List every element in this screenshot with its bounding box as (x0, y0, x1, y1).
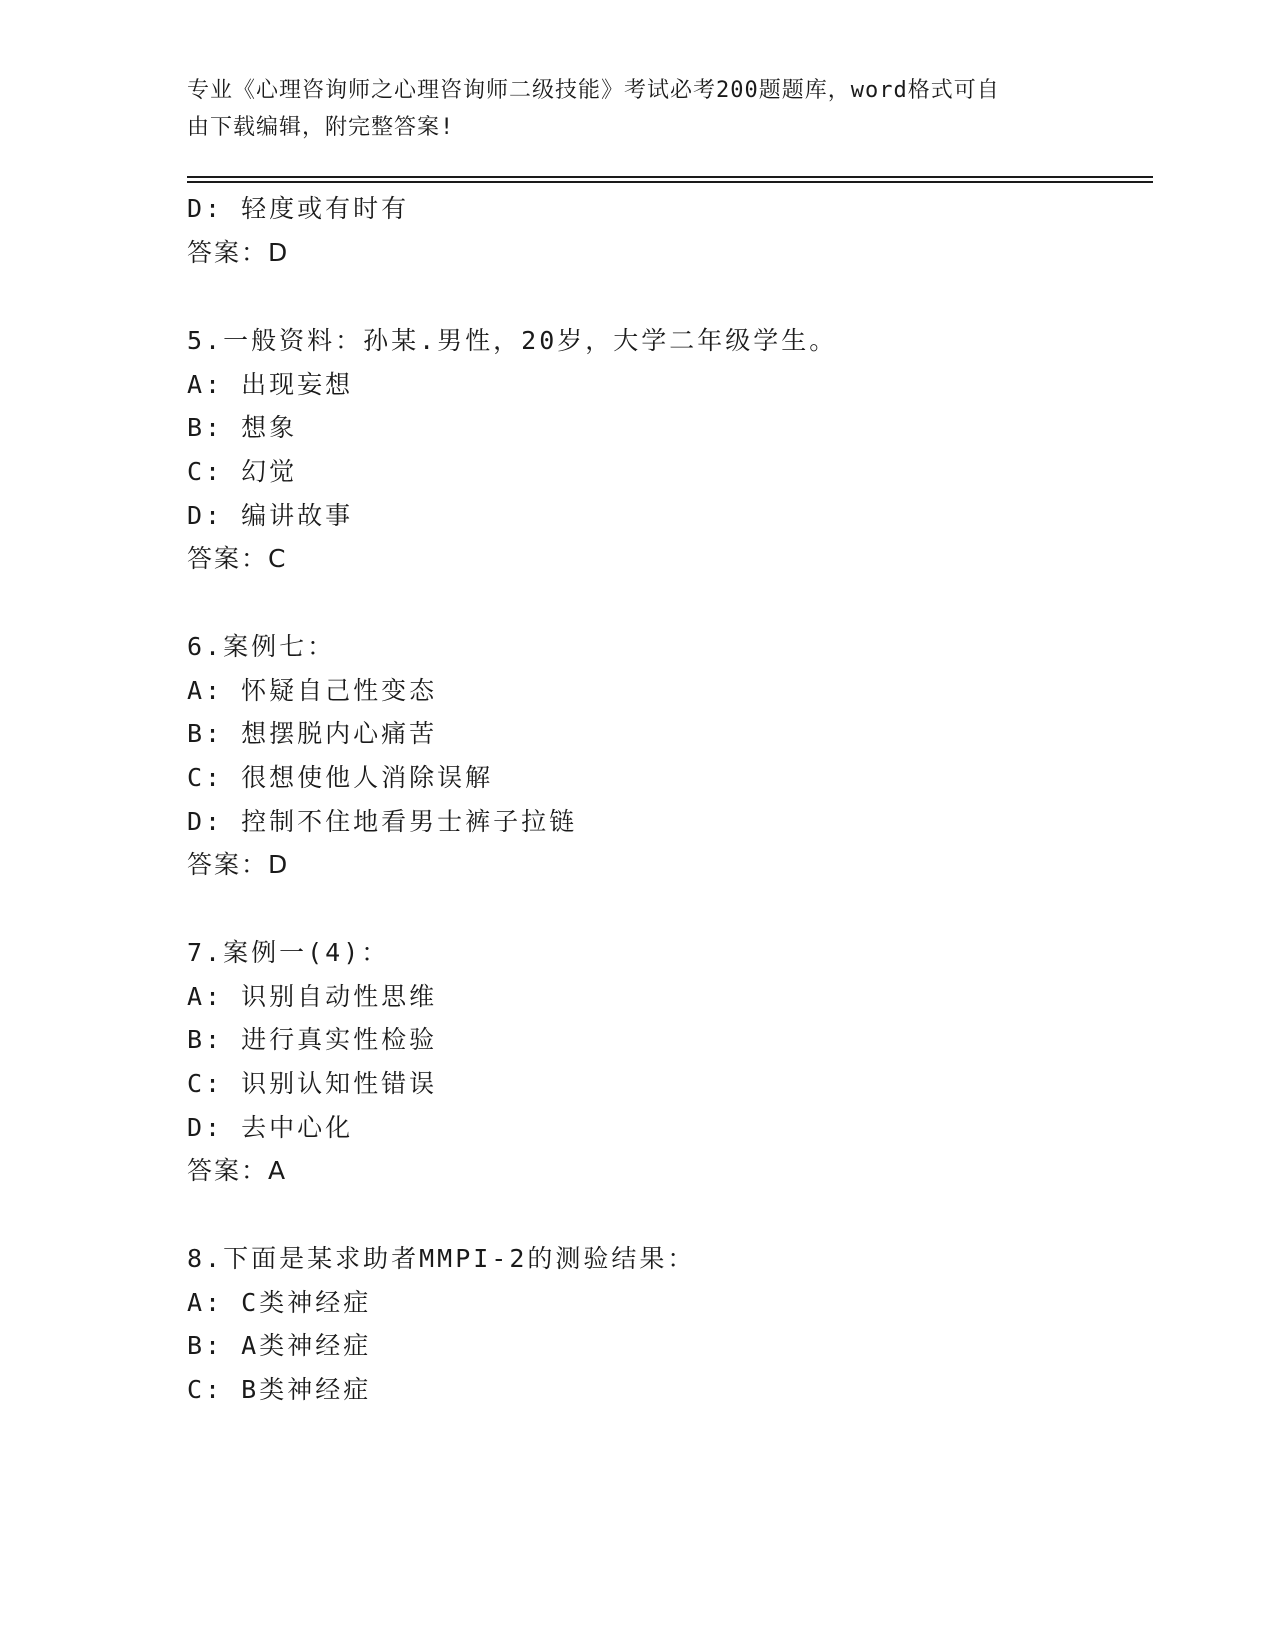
header-divider-top (187, 176, 1153, 178)
q7-option-a: A: 识别自动性思维 (187, 982, 438, 1011)
q6-option-a: A: 怀疑自己性变态 (187, 676, 438, 705)
header-line-2: 由下载编辑，附完整答案! (187, 115, 455, 140)
q7-option-b: B: 进行真实性检验 (187, 1025, 438, 1054)
q6-option-c: C: 很想使他人消除误解 (187, 763, 494, 792)
q8-option-b: B: A类神经症 (187, 1331, 372, 1360)
q8-option-a: A: C类神经症 (187, 1288, 372, 1317)
q8-question: 8.下面是某求助者MMPI-2的测验结果： (187, 1244, 696, 1273)
q5-option-c: C: 幻觉 (187, 457, 298, 486)
document-header (187, 72, 1067, 146)
q7-option-d: D: 去中心化 (187, 1113, 354, 1142)
q5-option-a: A: 出现妄想 (187, 370, 354, 399)
header-divider-bottom (187, 181, 1153, 183)
q6-option-d: D: 控制不住地看男士裤子拉链 (187, 807, 578, 836)
q7-answer: 答案：A (187, 1156, 288, 1185)
q5-option-b: B: 想象 (187, 413, 298, 442)
q6-answer: 答案：D (187, 850, 290, 879)
q7-question: 7.案例一(4)： (187, 938, 390, 967)
prev-answer: 答案：D (187, 238, 290, 267)
header-line-1: 专业《心理咨询师之心理咨询师二级技能》考试必考200题题库，word格式可自 (187, 78, 1000, 103)
q5-question: 5.一般资料：孙某.男性，20岁，大学二年级学生。 (187, 326, 838, 355)
q8-option-c: C: B类神经症 (187, 1375, 372, 1404)
q5-answer: 答案：C (187, 544, 288, 573)
q7-option-c: C: 识别认知性错误 (187, 1069, 438, 1098)
q5-option-d: D: 编讲故事 (187, 501, 354, 530)
q6-question: 6.案例七： (187, 632, 336, 661)
prev-option-d: D: 轻度或有时有 (187, 194, 410, 223)
q6-option-b: B: 想摆脱内心痛苦 (187, 719, 438, 748)
